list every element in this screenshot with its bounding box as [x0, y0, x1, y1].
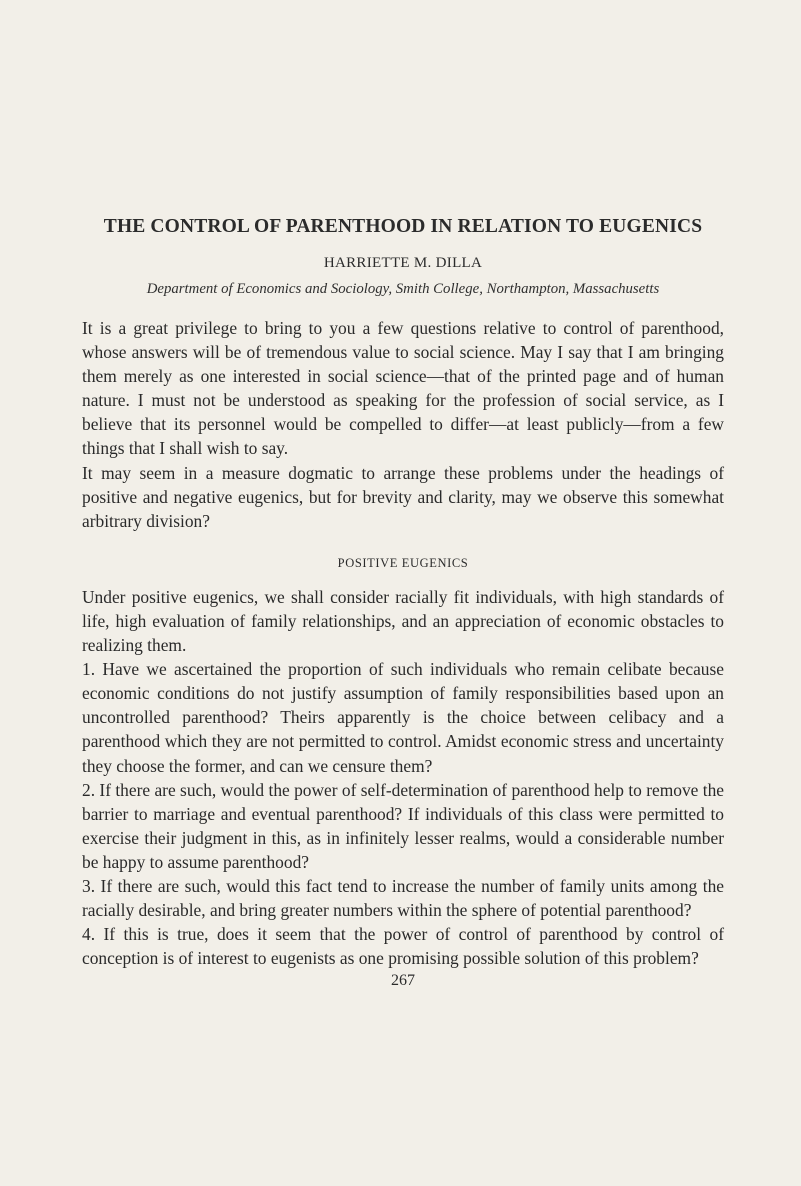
numbered-question-1: 1. Have we ascertained the proportion of such individuals who remain celibate because economic conditions do not justify assumption of family responsibilities based upon an uncontrolled parenthood? Theirs apparently is the choice between celibacy and a parenthood which they are not permitted to control. Amidst economic stress and uncertainty they choose the former, and can we censure them?	[82, 659, 724, 776]
numbered-question-4: 4. If this is true, does it seem that the power of control of parenthood by control of conception is of interest to eugenists as one promising possible solution of this problem?	[82, 924, 724, 969]
article-title: THE CONTROL OF PARENTHOOD IN RELATION TO EUGENICS	[103, 216, 703, 237]
numbered-question-3: 3. If there are such, would this fact tend to increase the number of family units among the racially desirable, and bring greater numbers within the sphere of potential parenthood?	[82, 875, 724, 921]
article-content	[82, 212, 724, 991]
section-intro-paragraph: Under positive eugenics, we shall consider racially fit individuals, with high standards of life, high evaluation of family relationships, and an appreciation of economic obstacles to realizing them.	[82, 586, 724, 656]
author-affiliation: Department of Economics and Sociology, Smith College, Northampton, Massachusetts	[146, 281, 660, 297]
page-number: 267	[391, 972, 415, 990]
numbered-question-2: 2. If there are such, would the power of self-determination of parenthood help to remove the barrier to marriage and eventual parenthood? If individuals of this class were permitted to exercise their judgment in this, as in infinitely lesser realms, would a considerable number be happy to assume parenthood?	[82, 779, 724, 872]
intro-paragraph-1: It is a great privilege to bring to you a few questions relative to control of parenthood, whose answers will be of tremendous value to social science. May I say that I am bringing them merely as one interested in social science—that of the printed page and of human nature. I must not be understood as speaking for the profession of social service, as I believe that its personnel would be compelled to differ—at least publicly—from a few things that I shall wish to say.	[82, 318, 724, 459]
article-body	[82, 316, 724, 970]
section-heading: POSITIVE EUGENICS	[337, 555, 469, 570]
article-author: HARRIETTE M. DILLA	[323, 255, 483, 271]
intro-paragraph-2: It may seem in a measure dogmatic to arrange these problems under the headings of positive and negative eugenics, but for brevity and clarity, may we observe this somewhat arbitrary division?	[82, 462, 724, 531]
